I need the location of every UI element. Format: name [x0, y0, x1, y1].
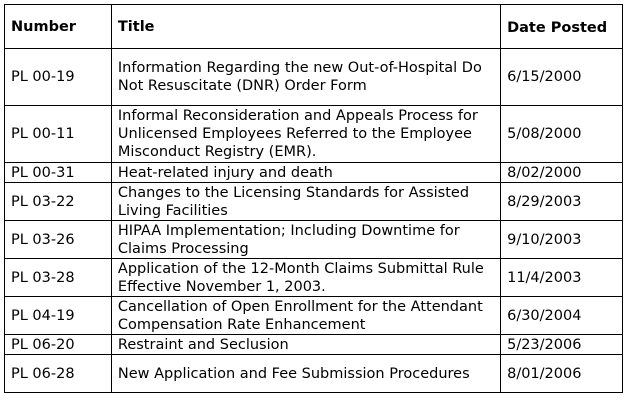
row-title: Application of the 12-Month Claims Submittal Rule Effective November 1, 2003. [111, 259, 500, 297]
row-number: PL 00-11 [5, 106, 112, 163]
row-date: 6/15/2000 [501, 49, 623, 106]
row-title: Informal Reconsideration and Appeals Process for Unlicensed Employees Referred to the Employee Misconduct Registry (EMR). [111, 106, 500, 163]
row-number: PL 03-28 [5, 259, 112, 297]
row-number: PL 06-20 [5, 335, 112, 355]
row-title: Restraint and Seclusion [111, 335, 500, 355]
row-number: PL 03-26 [5, 221, 112, 259]
row-title: Cancellation of Open Enrollment for the Attendant Compensation Rate Enhancement [111, 297, 500, 335]
header-date-posted: Date Posted [501, 5, 623, 49]
header-title: Title [111, 5, 500, 49]
row-date: 5/23/2006 [501, 335, 623, 355]
table-row [5, 335, 623, 355]
row-title: Information Regarding the new Out-of-Hospital Do Not Resuscitate (DNR) Order Form [111, 49, 500, 106]
policy-letters-table [4, 4, 623, 393]
row-title: HIPAA Implementation; Including Downtime for Claims Processing [111, 221, 500, 259]
row-title: New Application and Fee Submission Procedures [111, 355, 500, 393]
row-date: 6/30/2004 [501, 297, 623, 335]
table-row [5, 355, 623, 393]
table-row [5, 183, 623, 221]
row-number: PL 06-28 [5, 355, 112, 393]
row-date: 8/01/2006 [501, 355, 623, 393]
table-row [5, 49, 623, 106]
table-row [5, 297, 623, 335]
row-date: 5/08/2000 [501, 106, 623, 163]
row-number: PL 00-19 [5, 49, 112, 106]
table-header-row [5, 5, 623, 49]
row-date: 11/4/2003 [501, 259, 623, 297]
row-title: Changes to the Licensing Standards for Assisted Living Facilities [111, 183, 500, 221]
row-number: PL 04-19 [5, 297, 112, 335]
table-row [5, 259, 623, 297]
table-row [5, 106, 623, 163]
row-date: 8/29/2003 [501, 183, 623, 221]
row-date: 8/02/2000 [501, 163, 623, 183]
row-number: PL 03-22 [5, 183, 112, 221]
row-number: PL 00-31 [5, 163, 112, 183]
table-row [5, 221, 623, 259]
row-date: 9/10/2003 [501, 221, 623, 259]
row-title: Heat-related injury and death [111, 163, 500, 183]
table-row [5, 163, 623, 183]
header-number: Number [5, 5, 112, 49]
